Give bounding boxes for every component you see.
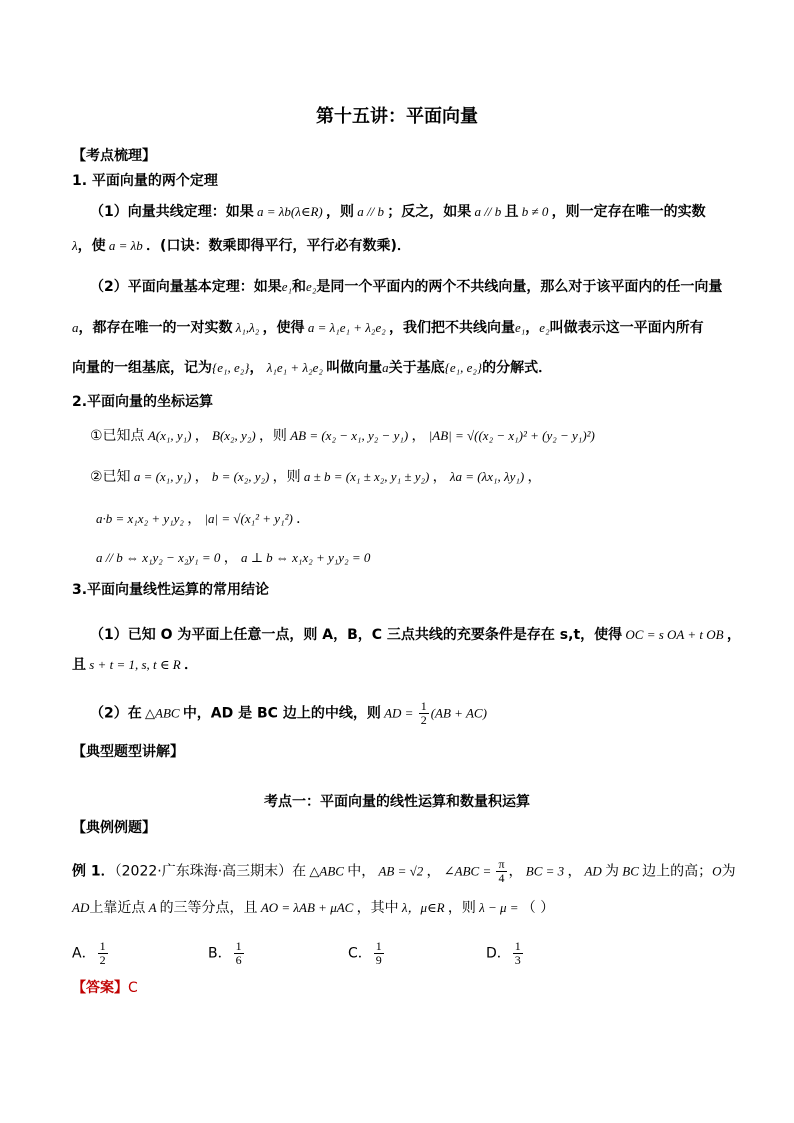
text: 向量的一组基底，记为 [72, 360, 212, 376]
math: {e₁, e₂} [444, 360, 483, 375]
text: ， [432, 469, 447, 485]
math: △ABC [141, 705, 183, 721]
math: a // b [471, 204, 505, 219]
section-kaodian: 【考点梳理】 [72, 148, 156, 164]
text: ，我们把不共线向量 [389, 320, 515, 336]
linear-line2 [72, 655, 198, 675]
math: λ − μ = [475, 900, 522, 915]
heading-3: 3.平面向量线性运算的常用结论 [72, 582, 270, 598]
linear-line3 [90, 700, 487, 727]
text: ；反之，如果 [387, 204, 472, 220]
coord-line2 [90, 467, 542, 487]
text: ②已知 [90, 469, 131, 485]
text: 边上的高； [642, 863, 713, 880]
example-label: 例 1． [72, 863, 115, 880]
text: 叫做向量 [326, 360, 383, 376]
page-title: 第十五讲：平面向量 [316, 106, 478, 127]
math: (AB + AC) [430, 705, 487, 721]
text: ， [194, 428, 209, 444]
math: AB = √2 [375, 863, 427, 879]
math: a ± b = (x₁ ± x₂, y₁ ± y₂) [300, 469, 433, 484]
option-label: C． [348, 945, 372, 962]
answer-value: C [128, 980, 138, 996]
example-1-line1 [72, 858, 736, 885]
text: ，使得 [262, 320, 305, 336]
kaodian-1-heading: 考点一：平面向量的线性运算和数量积运算 [264, 794, 530, 810]
math: AB = (x₂ − x₁, y₂ − y₁) [286, 428, 412, 443]
text: ， [194, 469, 209, 485]
text: ， [249, 360, 264, 376]
math: e₁ [515, 320, 526, 335]
fraction-numerator: 1 [99, 939, 106, 953]
math: a = λb [105, 238, 147, 253]
math: a // b [354, 204, 388, 219]
math: λ [72, 238, 78, 253]
math: OC = s OA + t OB [622, 627, 727, 642]
math: e₂ [306, 279, 317, 294]
math: AO = λAB + μAC [257, 900, 357, 915]
text: （2）平面向量基本定理：如果 [90, 279, 282, 295]
math: B(x₂, y₂) [208, 428, 259, 443]
text: （2022·广东珠海·高三期末）在 [114, 863, 307, 880]
section-dianli: 【典例例题】 [72, 820, 156, 836]
text: ， [508, 863, 523, 880]
text: 为 [605, 863, 620, 880]
heading-1: 1. 平面向量的两个定理 [72, 173, 218, 189]
example-1-line2 [72, 898, 554, 918]
text: 和 [292, 279, 307, 295]
para-basis-line2 [72, 318, 704, 338]
text: ，则 [272, 469, 301, 485]
fraction-numerator: 1 [235, 939, 242, 953]
answer [72, 978, 138, 998]
text: ， [527, 469, 542, 485]
math: λ，μ∈R [398, 900, 448, 915]
math: AD [581, 863, 606, 879]
option-c [348, 940, 386, 967]
math: e₁ [281, 279, 293, 294]
para-basis-line3 [72, 358, 552, 378]
heading-2: 2.平面向量的坐标运算 [72, 394, 214, 410]
text: （1）已知 O 为平面上任意一点，则 A，B，C 三点共线的充要条件是存在 s,t，使得 [90, 627, 623, 643]
math: A [145, 900, 160, 915]
option-a [72, 940, 110, 967]
text: ， [426, 863, 441, 880]
fraction [234, 940, 244, 967]
text: ，使 [77, 238, 106, 254]
fraction-numerator: 1 [375, 939, 382, 953]
math: a ⊥ b ⇔ x₁x₂ + y₁y₂ = 0 [237, 550, 371, 565]
math: b = (x₂, y₂) [208, 469, 273, 484]
math: λa = (λx₁, λy₁) [446, 469, 528, 484]
math: a·b = x₁x₂ + y₁y₂ [96, 511, 188, 526]
math: λ₁,λ₂ [232, 320, 263, 335]
math: AD [72, 900, 90, 915]
coord-line3 [96, 509, 310, 529]
math: a [72, 320, 79, 335]
fraction-denominator: 3 [514, 953, 521, 967]
text: 的分解式． [482, 360, 553, 376]
math: AD = [380, 705, 417, 721]
fraction-denominator: 9 [375, 953, 382, 967]
text: ，则 [447, 900, 476, 916]
fraction-numerator: 1 [420, 699, 427, 713]
text: 为 [721, 863, 736, 880]
text: 且 [72, 657, 86, 673]
fraction [98, 940, 108, 967]
text: 中，AD 是 BC 边上的中线，则 [182, 705, 381, 722]
fraction-denominator: 2 [99, 953, 106, 967]
fraction [496, 858, 506, 885]
fraction [374, 940, 384, 967]
math: {e₁, e₂} [212, 360, 250, 375]
text: ， [411, 428, 426, 444]
option-label: B． [208, 945, 232, 962]
fraction-numerator: π [498, 857, 505, 871]
math: s + t = 1, s, t ∈ R [86, 657, 184, 672]
text: （1）向量共线定理：如果 [90, 204, 254, 220]
para-collinear-line1 [90, 202, 706, 222]
math: ∠ABC = [440, 863, 495, 879]
math: e₂ [539, 320, 550, 335]
text: ，则 [258, 428, 287, 444]
text: ，则一定存在唯一的实数 [551, 204, 706, 220]
option-label: A． [72, 945, 96, 962]
coord-line4 [96, 548, 370, 568]
text: 且 [504, 204, 519, 220]
text: 中， [347, 863, 376, 880]
math: b ≠ 0 [518, 204, 552, 219]
math: |a| = √(x₁² + y₁²) [201, 511, 297, 526]
fraction-denominator: 6 [235, 953, 242, 967]
text: 叫做表示这一平面内所有 [549, 320, 704, 336]
section-dianxing: 【典型题型讲解】 [72, 744, 184, 760]
text: 是同一个平面内的两个不共线向量，那么对于该平面内的任一向量 [316, 279, 723, 295]
text: ，都存在唯一的一对实数 [78, 320, 233, 336]
math: A(x₁, y₁) [144, 428, 195, 443]
math: a = (x₁, y₁) [130, 469, 195, 484]
text: ， [223, 550, 238, 566]
answer-label: 【答案】 [72, 980, 128, 996]
text: ①已知点 [90, 428, 145, 444]
math: O [712, 863, 722, 879]
fraction-numerator: 1 [514, 939, 521, 953]
math: BC [619, 863, 643, 879]
text: 关于基底 [388, 360, 445, 376]
option-label: D． [486, 945, 511, 962]
math: △ABC [306, 863, 348, 879]
text: ， [525, 320, 540, 336]
text: ． [296, 511, 311, 527]
option-b [208, 940, 246, 967]
para-collinear-line2 [72, 236, 411, 256]
math: |AB| = √((x₂ − x₁)² + (y₂ − y₁)²) [425, 428, 595, 443]
text: ， [187, 511, 202, 527]
fraction-denominator: 4 [498, 871, 505, 885]
linear-line1 [90, 625, 741, 645]
text: ，则 [326, 204, 355, 220]
math: BC = 3 [522, 863, 568, 879]
fraction-denominator: 2 [420, 713, 427, 727]
text: （2）在 [90, 705, 142, 722]
text: 的三等分点，且 [159, 900, 258, 916]
math: a [382, 360, 389, 375]
text: （ ） [521, 900, 555, 916]
para-basis-line1 [90, 277, 722, 297]
text: ，其中 [356, 900, 399, 916]
math: a = λb(λ∈R) [253, 204, 327, 219]
fraction [513, 940, 523, 967]
text: ， [726, 627, 741, 643]
text: ， [567, 863, 582, 880]
coord-line1 [90, 426, 595, 446]
text: ． [183, 657, 198, 673]
text: ．(口诀：数乘即得平行，平行必有数乘)． [146, 238, 411, 254]
math: λ₁e₁ + λ₂e₂ [263, 360, 327, 375]
text: 上靠近点 [89, 900, 146, 916]
fraction [419, 700, 429, 727]
math: a = λ₁e₁ + λ₂e₂ [304, 320, 389, 335]
option-d [486, 940, 525, 967]
math: a // b ⇔ x₁y₂ − x₂y₁ = 0 [96, 550, 224, 565]
